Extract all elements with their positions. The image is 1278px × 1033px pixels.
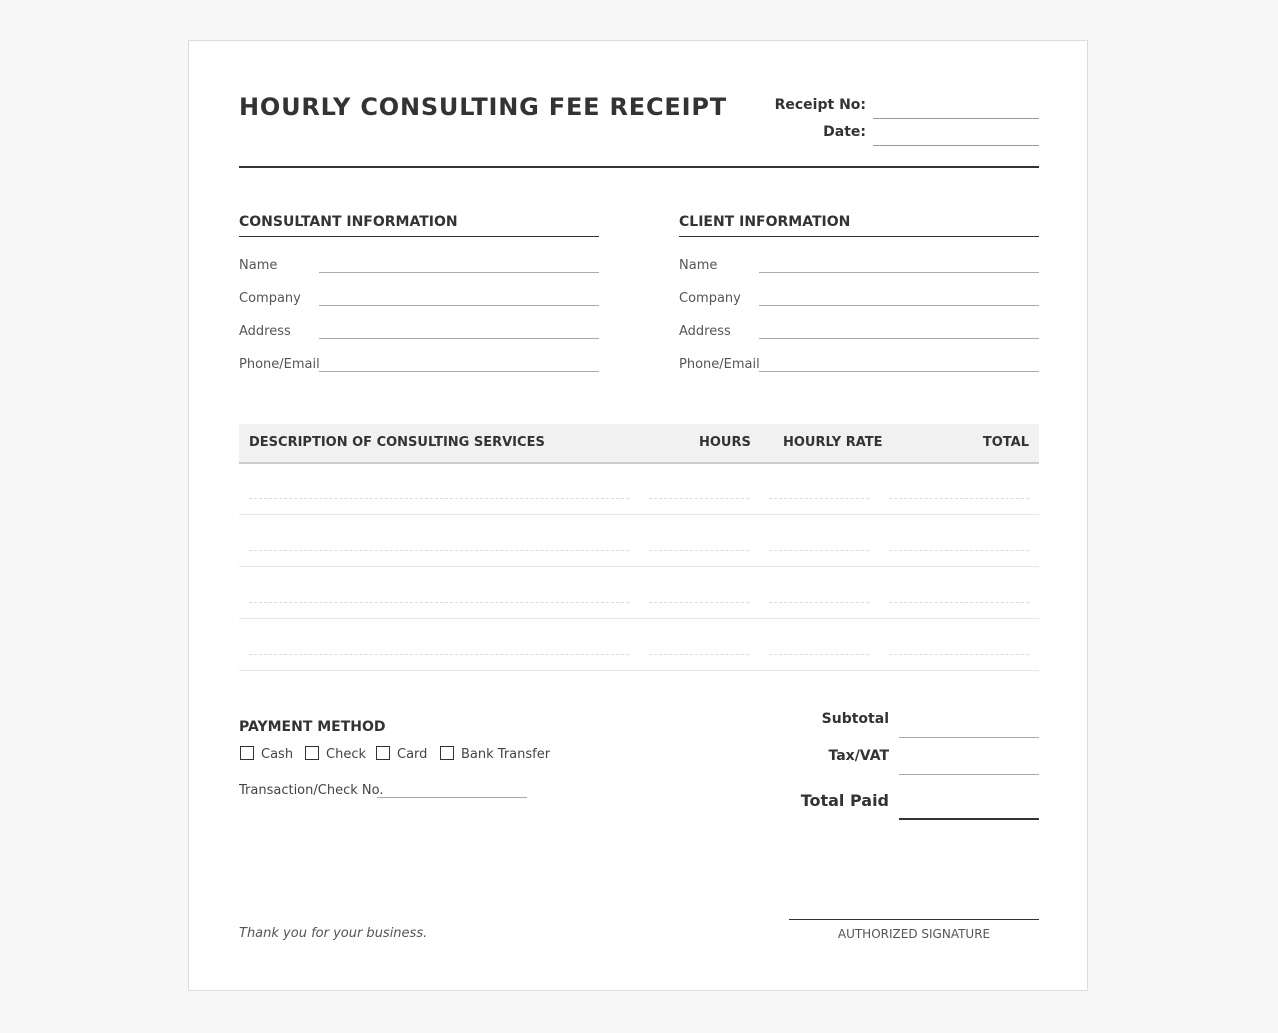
bank-transfer-label: Bank Transfer [461,747,551,762]
signature-field[interactable] [789,919,1039,920]
cash-checkbox[interactable] [240,746,254,760]
row1-rate-field[interactable] [769,498,869,499]
transaction-no-field[interactable] [377,797,527,798]
client-info-heading: CLIENT INFORMATION [679,214,1039,237]
receipt-no-label: Receipt No: [774,97,866,113]
client-name-field[interactable] [759,272,1039,273]
payment-method-heading: PAYMENT METHOD [239,719,386,735]
card-checkbox[interactable] [376,746,390,760]
total-paid-label: Total Paid [800,791,889,810]
row4-rate-field[interactable] [769,654,869,655]
row2-total-field[interactable] [889,550,1029,551]
transaction-no-label: Transaction/Check No. [239,783,384,798]
thank-you-note: Thank you for your business. [239,926,428,941]
subtotal-field[interactable] [899,737,1039,738]
consultant-name-field[interactable] [319,272,599,273]
row1-hours-field[interactable] [649,498,749,499]
table-row-divider [239,618,1039,619]
row1-description-field[interactable] [249,498,629,499]
page-title: HOURLY CONSULTING FEE RECEIPT [239,93,727,121]
consultant-address-label: Address [239,324,291,339]
col-description: DESCRIPTION OF CONSULTING SERVICES [249,435,545,450]
row2-description-field[interactable] [249,550,629,551]
check-checkbox[interactable] [305,746,319,760]
client-name-label: Name [679,258,718,273]
tax-vat-field[interactable] [899,774,1039,775]
row4-description-field[interactable] [249,654,629,655]
table-row-divider [239,514,1039,515]
col-hours: HOURS [699,435,751,450]
date-label: Date: [823,124,866,140]
table-row-divider [239,566,1039,567]
date-field[interactable] [873,145,1039,146]
consultant-company-label: Company [239,291,301,306]
receipt-sheet [188,40,1088,991]
client-company-label: Company [679,291,741,306]
subtotal-label: Subtotal [821,711,889,727]
tax-vat-label: Tax/VAT [828,748,889,764]
bank-transfer-checkbox[interactable] [440,746,454,760]
receipt-no-field[interactable] [873,118,1039,119]
client-company-field[interactable] [759,305,1039,306]
table-row-divider [239,670,1039,671]
client-phone-email-field[interactable] [759,371,1039,372]
row3-total-field[interactable] [889,602,1029,603]
services-table-header [239,424,1039,464]
consultant-name-label: Name [239,258,278,273]
row4-total-field[interactable] [889,654,1029,655]
consultant-address-field[interactable] [319,338,599,339]
signature-label: AUTHORIZED SIGNATURE [837,927,991,941]
header-divider [239,166,1039,168]
client-address-label: Address [679,324,731,339]
client-address-field[interactable] [759,338,1039,339]
col-hourly-rate: HOURLY RATE [783,435,883,450]
client-phone-email-label: Phone/Email [679,357,760,372]
row3-rate-field[interactable] [769,602,869,603]
col-total: TOTAL [982,435,1029,450]
consultant-phone-email-field[interactable] [319,371,599,372]
consultant-company-field[interactable] [319,305,599,306]
check-label: Check [326,747,366,762]
consultant-info-heading: CONSULTANT INFORMATION [239,214,599,237]
row3-description-field[interactable] [249,602,629,603]
row2-hours-field[interactable] [649,550,749,551]
consultant-phone-email-label: Phone/Email [239,357,320,372]
row3-hours-field[interactable] [649,602,749,603]
row4-hours-field[interactable] [649,654,749,655]
total-paid-field[interactable] [899,818,1039,820]
row2-rate-field[interactable] [769,550,869,551]
row1-total-field[interactable] [889,498,1029,499]
card-label: Card [397,747,428,762]
cash-label: Cash [261,747,294,762]
